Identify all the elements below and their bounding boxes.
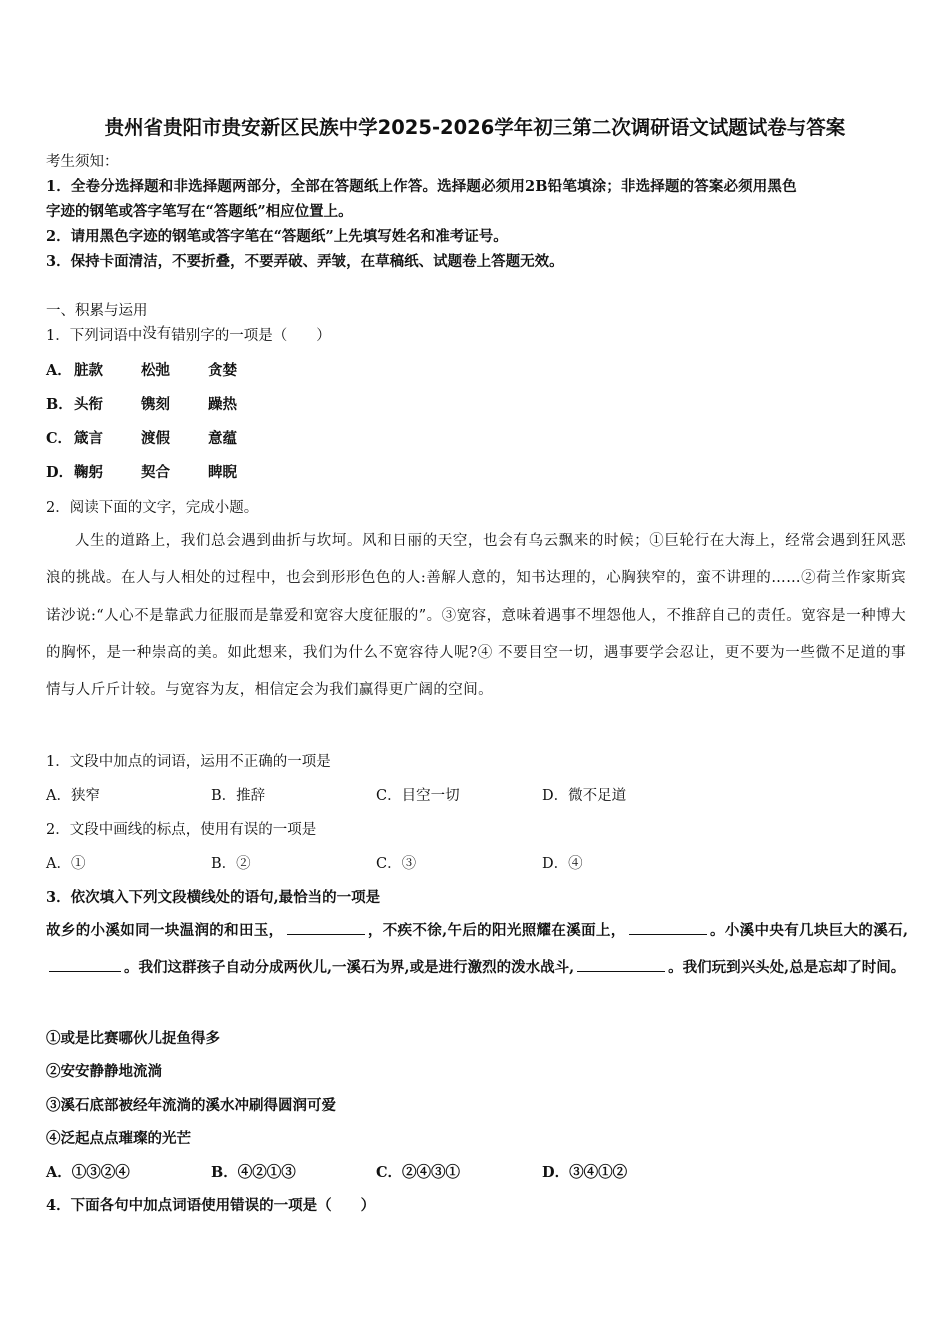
q2-sub2-option: D．④ [542,856,583,872]
q3-stem: 3．依次填入下列文段横线处的语句,最恰当的一项是 [46,889,381,906]
q3-option: D．③④①② [542,1164,628,1181]
q1-option-word: 鞠躬 [74,464,103,481]
q2-sub1-stem: 1．文段中加点的词语，运用不正确的一项是 [46,754,331,770]
notice-heading: 考生须知： [46,154,119,170]
notice-item-1b: 字迹的钢笔或答字笔写在“答题纸”相应位置上。 [46,203,353,220]
q1-option-letter: D． [46,464,74,481]
q3-option: C．②④③① [376,1164,461,1181]
q2-stem: 2．阅读下面的文字，完成小题。 [46,500,259,516]
q2-sub1-option: D．微不足道 [542,788,627,804]
notice-item-1a: 1．全卷分选择题和非选择题两部分，全部在答题纸上作答。选择题必须用2B铅笔填涂；非选择题的答案必须用黑色 [46,178,797,195]
q1-option-word: 松弛 [141,362,170,379]
q1-option-word: 贪婪 [208,362,237,379]
q1-option-letter: C． [46,430,73,447]
notice-item-2: 2．请用黑色字迹的钢笔或答字笔在“答题纸”上先填写姓名和准考证号。 [46,228,508,245]
page-title: 贵州省贵阳市贵安新区民族中学2025-2026学年初三第二次调研语文试题试卷与答案 [104,116,846,139]
q2-passage: 人生的道路上，我们总会遇到曲折与坎坷。风和日丽的天空，也会有乌云飘来的时候；①巨轮行在大海上，经常会遇到狂风恶浪的挑战。在人与人相处的过程中，也会到形形色色的人:善解人意的，知书达理的，心胸狭窄的，蛮不讲理的……②荷兰作家斯宾诺沙说:“人心不是靠武力征服而是靠爱和宽容大度征服的”。③宽容，意味着遇事不埋怨他人，不推辞自己的责任。宽容是一种博大的胸怀，是一种崇高的美。如此想来，我们为什么不宽容待人呢?④ 不要目空一切，遇事要学会忍让，更不要为一些微不足道的事情与人斤斤计较。与宽容为友，相信定会为我们赢得更广阔的空间。 [46,533,906,699]
section-heading: 一、积累与运用 [46,303,148,319]
notice-item-3: 3．保持卡面清洁，不要折叠，不要弄破、弄皱，在草稿纸、试题卷上答题无效。 [46,253,564,270]
q3-text: 。我们玩到兴头处,总是忘却了时间。 [668,959,906,976]
q3-text: 。我们这群孩子自动分成两伙儿,一溪石为界,或是进行激烈的泼水战斗, [124,959,575,976]
q3-text: 故乡的小溪如同一块温润的和田玉， [46,922,284,939]
q1-option-word: 契合 [141,464,170,481]
q1-option-word: 箴言 [74,430,103,447]
q3-choice: ①或是比赛哪伙儿捉鱼得多 [46,1030,220,1047]
q3-choice: ④泛起点点璀璨的光芒 [46,1130,191,1147]
q1-stem-post: 错别字的一项是（ ） [171,328,331,344]
q3-choice: ②安安静静地流淌 [46,1063,162,1080]
q4-stem: 4．下面各句中加点词语使用错误的一项是（ ） [46,1197,376,1214]
q3-option: A．①③②④ [46,1164,130,1181]
q1-option-word: 渡假 [141,430,170,447]
q3-blank-4 [577,957,665,972]
q2-sub2-option: C．③ [376,856,417,872]
q3-choice: ③溪石底部被经年流淌的溪水冲刷得圆润可爱 [46,1097,336,1114]
q1-option-word: 头衔 [74,396,103,413]
q1-option-letter: A． [46,362,72,379]
q1-option-word: 躁热 [208,396,237,413]
q3-passage [46,912,908,986]
q3-text: ，不疾不徐,午后的阳光照耀在溪面上， [367,922,626,939]
q2-sub1-option: B．推辞 [211,788,266,804]
q1-option-word: 脏款 [74,362,103,379]
q2-sub1-option: C．目空一切 [376,788,460,804]
q2-sub1-option: A．狭窄 [46,788,100,804]
q1-option-word: 意蕴 [208,430,237,447]
q1-stem [46,326,331,346]
q1-option-word: 睥睨 [208,464,237,481]
q2-sub2-option: B．② [211,856,251,872]
q3-text: 。小溪中央有几块巨大的溪石, [709,922,908,939]
q2-sub2-stem: 2．文段中画线的标点，使用有误的一项是 [46,822,317,838]
q3-blank-2 [629,920,707,935]
q3-option: B．④②①③ [211,1164,296,1181]
q1-option-word: 镌刻 [141,396,170,413]
q1-option-letter: B． [46,396,73,413]
q1-stem-pre: 1．下列词语中 [46,328,143,344]
q1-stem-mark: 没有 [142,326,172,342]
q3-blank-1 [287,920,365,935]
q3-blank-3 [49,957,121,972]
q2-sub2-option: A．① [46,856,86,872]
